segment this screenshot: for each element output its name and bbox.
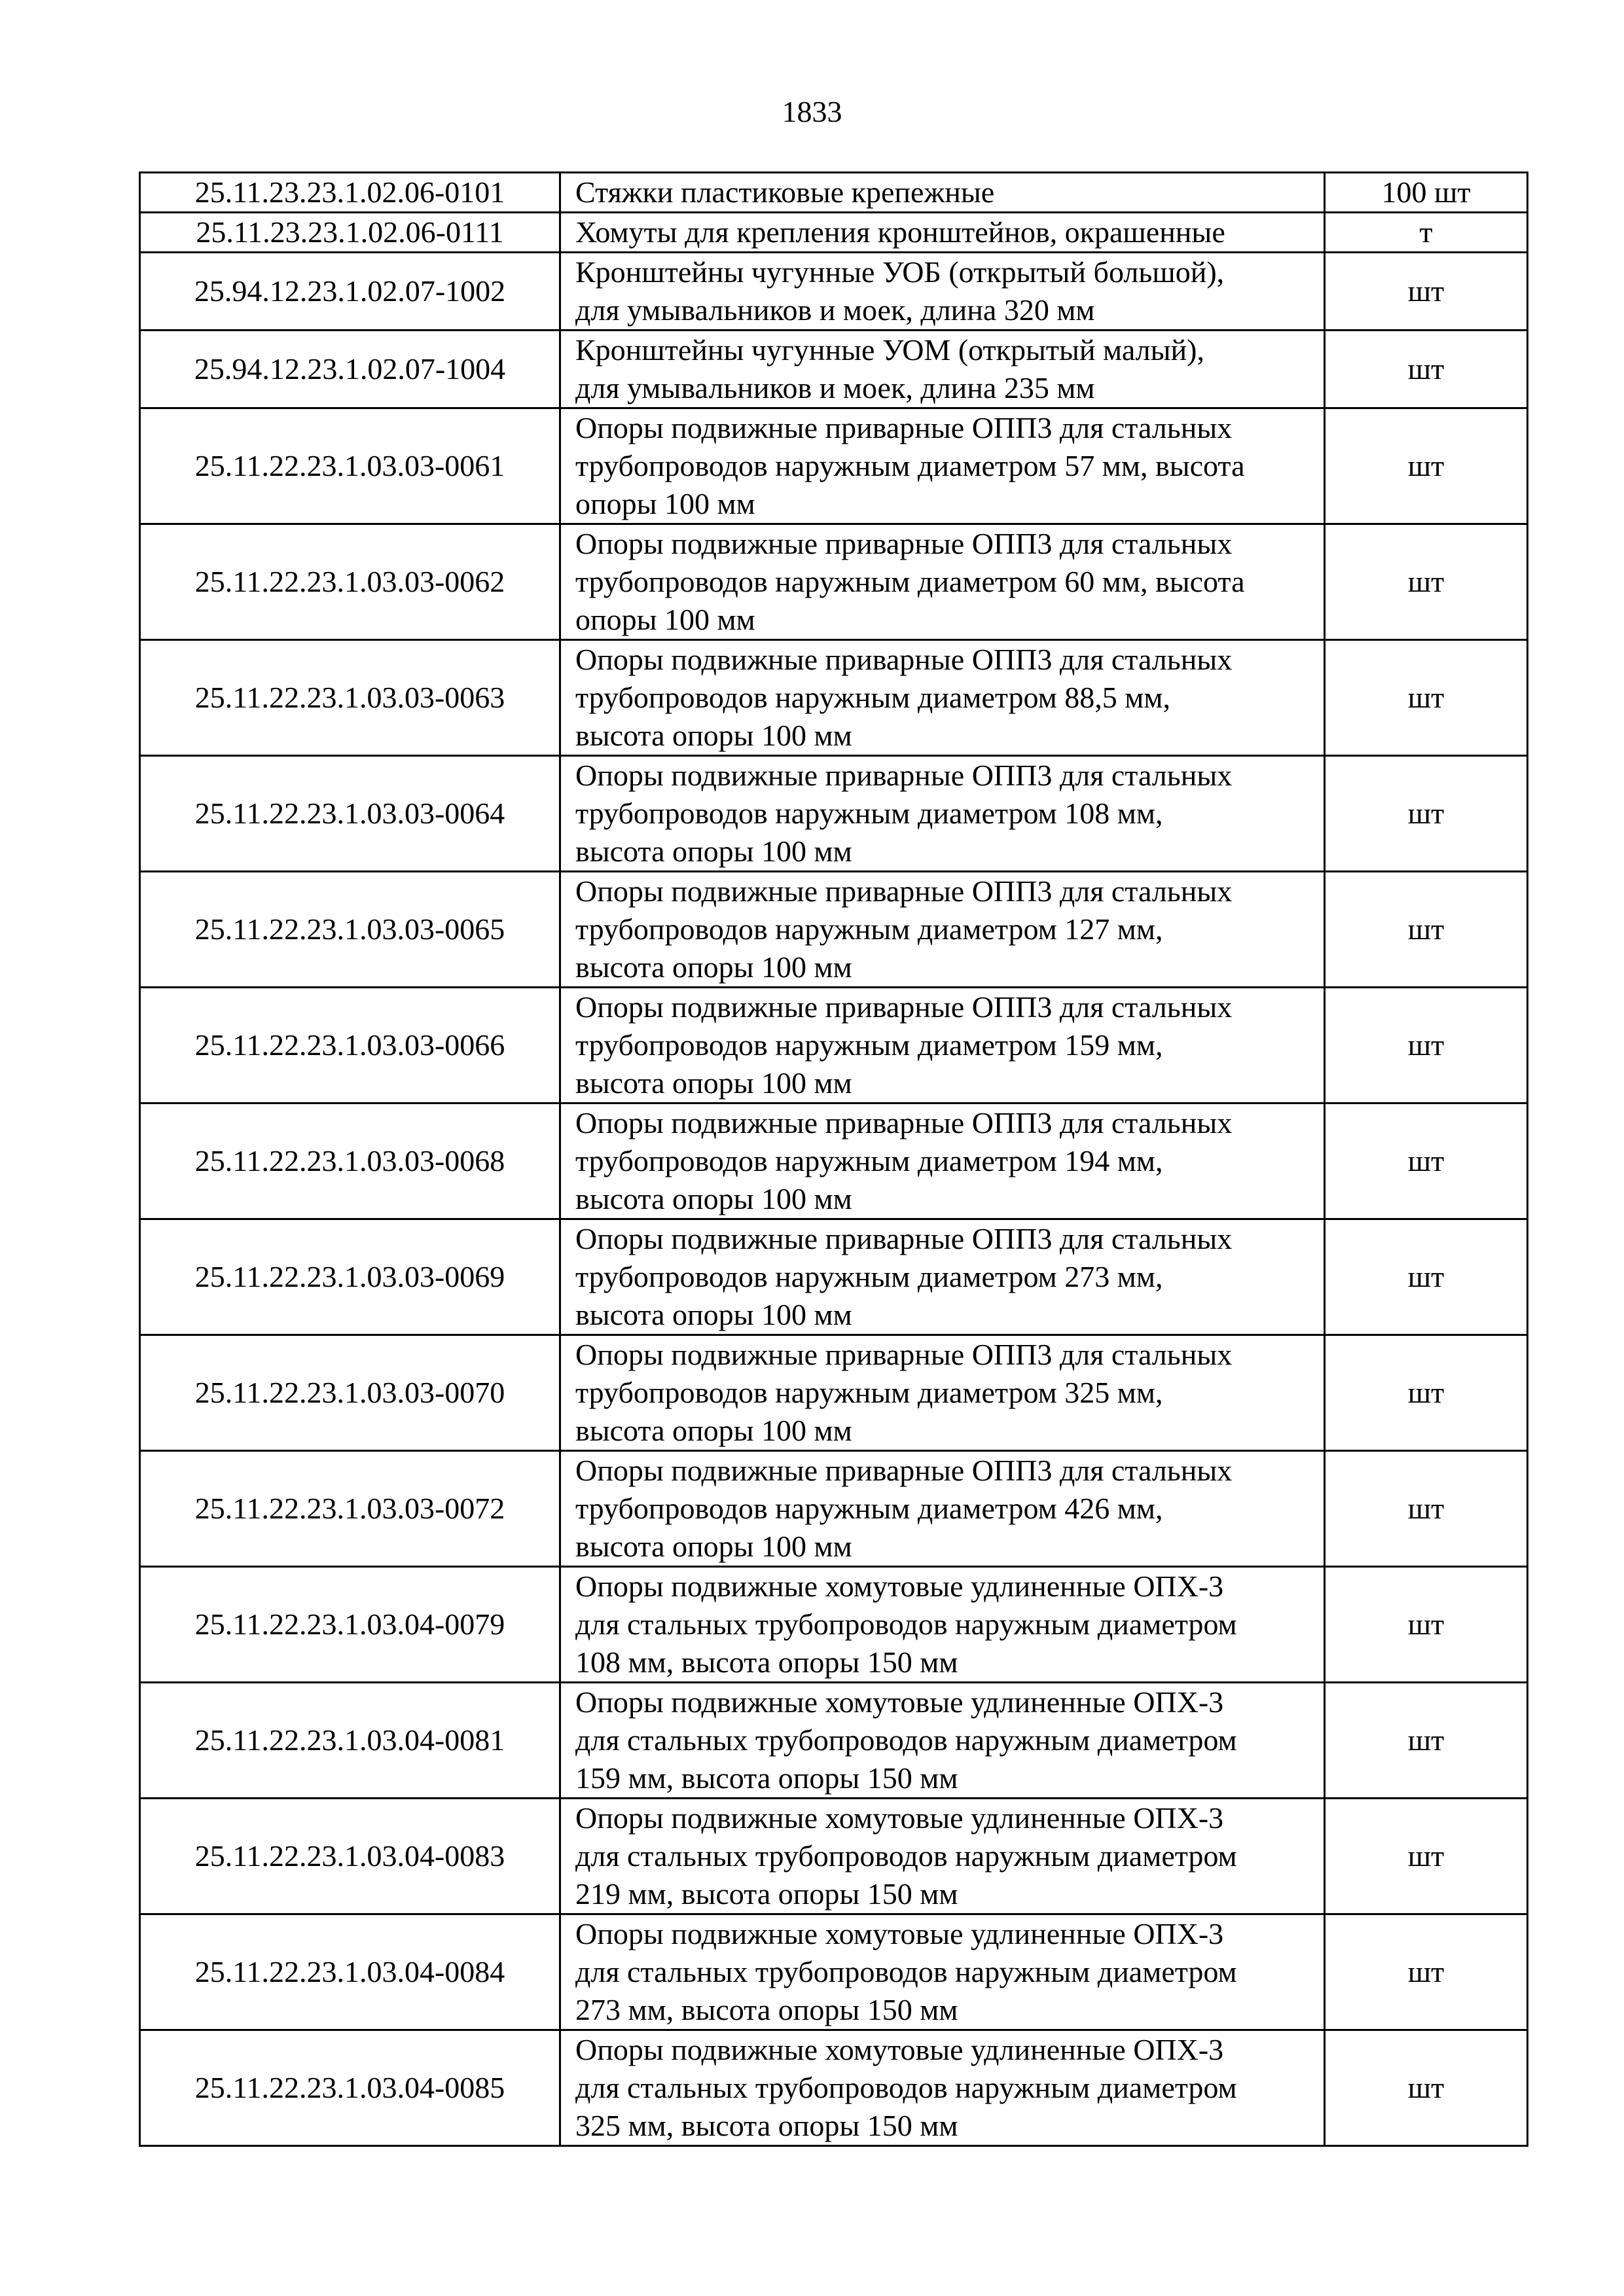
resource-code: 25.11.22.23.1.03.03-0066: [140, 988, 560, 1103]
resource-unit: 100 шт: [1325, 173, 1528, 213]
table-row: [140, 1335, 1528, 1451]
resource-unit: шт: [1325, 988, 1528, 1103]
table-row: [140, 173, 1528, 213]
table-row: [140, 2030, 1528, 2146]
resource-name-line: трубопроводов наружным диаметром 57 мм, высота: [575, 449, 1245, 482]
table-row: [140, 524, 1528, 640]
page-number: 1833: [782, 95, 842, 128]
resource-name: [560, 1799, 1325, 1914]
resource-name-line: для умывальников и моек, длина 235 мм: [575, 371, 1095, 404]
resource-name-line: высота опоры 100 мм: [575, 1414, 852, 1447]
resource-name-line: Опоры подвижные хомутовые удлиненные ОПХ-3: [575, 1570, 1224, 1603]
resource-unit: шт: [1325, 331, 1528, 408]
resource-unit: шт: [1325, 2030, 1528, 2146]
resource-unit: шт: [1325, 1683, 1528, 1799]
resource-name-line: 159 мм, высота опоры 150 мм: [575, 1761, 958, 1795]
table-row: [140, 1914, 1528, 2030]
table-row: [140, 872, 1528, 988]
resource-unit: шт: [1325, 408, 1528, 524]
resource-name-line: высота опоры 100 мм: [575, 1066, 852, 1100]
resource-code: 25.11.22.23.1.03.03-0062: [140, 524, 560, 640]
resource-unit: шт: [1325, 756, 1528, 872]
resource-code: 25.11.22.23.1.03.03-0070: [140, 1335, 560, 1451]
resource-unit: шт: [1325, 253, 1528, 331]
resource-name-line: высота опоры 100 мм: [575, 1530, 852, 1563]
resource-code: 25.11.22.23.1.03.04-0084: [140, 1914, 560, 2030]
resource-unit: шт: [1325, 1567, 1528, 1683]
resource-name-line: для стальных трубопроводов наружным диаметром: [575, 2071, 1237, 2104]
table-row: [140, 1799, 1528, 1914]
resource-code: 25.11.22.23.1.03.03-0069: [140, 1219, 560, 1335]
resource-code: 25.11.22.23.1.03.03-0072: [140, 1451, 560, 1567]
resource-name-line: Опоры подвижные хомутовые удлиненные ОПХ-3: [575, 1917, 1224, 1950]
resource-name-line: Опоры подвижные приварные ОПП3 для стальных: [575, 1106, 1233, 1139]
resource-code: 25.94.12.23.1.02.07-1004: [140, 331, 560, 408]
resource-name-line: Опоры подвижные приварные ОПП3 для стальных: [575, 527, 1233, 560]
resource-name-line: Опоры подвижные хомутовые удлиненные ОПХ-3: [575, 2033, 1224, 2066]
resource-name: [560, 331, 1325, 408]
resource-name: [560, 1914, 1325, 2030]
resource-name-line: Опоры подвижные приварные ОПП3 для стальных: [575, 643, 1233, 676]
table-row: [140, 1219, 1528, 1335]
resource-name: [560, 640, 1325, 756]
table-row: [140, 213, 1528, 253]
resource-name-line: высота опоры 100 мм: [575, 1298, 852, 1331]
resource-name-line: трубопроводов наружным диаметром 159 мм,: [575, 1028, 1163, 1062]
resource-name-line: 108 мм, высота опоры 150 мм: [575, 1645, 958, 1679]
resource-code: 25.11.22.23.1.03.04-0085: [140, 2030, 560, 2146]
resource-name-line: трубопроводов наружным диаметром 426 мм,: [575, 1492, 1163, 1525]
resource-code: 25.11.23.23.1.02.06-0111: [140, 213, 560, 253]
resource-name-line: 219 мм, высота опоры 150 мм: [575, 1877, 958, 1910]
table-row: [140, 253, 1528, 331]
resource-name-line: Опоры подвижные приварные ОПП3 для стальных: [575, 759, 1233, 792]
resource-table: [139, 171, 1528, 2147]
resource-unit: шт: [1325, 640, 1528, 756]
resource-name-line: опоры 100 мм: [575, 487, 755, 520]
resource-name-line: Хомуты для крепления кронштейнов, окрашенные: [575, 215, 1225, 249]
resource-name-line: Кронштейны чугунные УОМ (открытый малый),: [575, 333, 1204, 367]
resource-name: [560, 253, 1325, 331]
resource-name-line: трубопроводов наружным диаметром 127 мм,: [575, 912, 1163, 946]
table-row: [140, 988, 1528, 1103]
resource-name: [560, 173, 1325, 213]
resource-name: [560, 1335, 1325, 1451]
resource-name: [560, 988, 1325, 1103]
resource-code: 25.11.22.23.1.03.03-0068: [140, 1103, 560, 1219]
resource-name-line: Опоры подвижные приварные ОПП3 для стальных: [575, 990, 1233, 1024]
resource-unit: шт: [1325, 524, 1528, 640]
resource-name-line: 325 мм, высота опоры 150 мм: [575, 2109, 958, 2142]
resource-name: [560, 1567, 1325, 1683]
resource-name-line: для стальных трубопроводов наружным диаметром: [575, 1839, 1237, 1873]
resource-name-line: для стальных трубопроводов наружным диаметром: [575, 1607, 1237, 1641]
resource-unit: шт: [1325, 872, 1528, 988]
resource-name: [560, 408, 1325, 524]
resource-name: [560, 756, 1325, 872]
resource-name-line: высота опоры 100 мм: [575, 719, 852, 752]
resource-name-line: трубопроводов наружным диаметром 194 мм,: [575, 1144, 1163, 1177]
resource-name: [560, 1219, 1325, 1335]
table-row: [140, 1451, 1528, 1567]
resource-name: [560, 1451, 1325, 1567]
resource-name-line: для умывальников и моек, длина 320 мм: [575, 293, 1095, 327]
table-row: [140, 640, 1528, 756]
resource-name: [560, 524, 1325, 640]
resource-code: 25.11.22.23.1.03.04-0081: [140, 1683, 560, 1799]
resource-name: [560, 872, 1325, 988]
resource-code: 25.94.12.23.1.02.07-1002: [140, 253, 560, 331]
table-row: [140, 1567, 1528, 1683]
resource-unit: шт: [1325, 1335, 1528, 1451]
resource-name-line: высота опоры 100 мм: [575, 834, 852, 868]
resource-code: 25.11.22.23.1.03.03-0064: [140, 756, 560, 872]
resource-name-line: трубопроводов наружным диаметром 108 мм,: [575, 797, 1163, 830]
resource-code: 25.11.22.23.1.03.03-0065: [140, 872, 560, 988]
table-row: [140, 1683, 1528, 1799]
resource-name-line: Опоры подвижные приварные ОПП3 для стальных: [575, 1338, 1233, 1371]
resource-unit: т: [1325, 213, 1528, 253]
resource-unit: шт: [1325, 1799, 1528, 1914]
resource-name-line: высота опоры 100 мм: [575, 950, 852, 984]
resource-name-line: Опоры подвижные приварные ОПП3 для стальных: [575, 1222, 1233, 1255]
resource-name-line: Стяжки пластиковые крепежные: [575, 175, 995, 209]
resource-name-line: Опоры подвижные хомутовые удлиненные ОПХ-3: [575, 1801, 1224, 1835]
resource-name-line: Опоры подвижные приварные ОПП3 для стальных: [575, 1454, 1233, 1487]
resource-name-line: для стальных трубопроводов наружным диаметром: [575, 1955, 1237, 1988]
resource-name-line: Опоры подвижные приварные ОПП3 для стальных: [575, 874, 1233, 908]
resource-name-line: Опоры подвижные хомутовые удлиненные ОПХ-3: [575, 1685, 1224, 1719]
resource-name-line: высота опоры 100 мм: [575, 1182, 852, 1215]
resource-code: 25.11.23.23.1.02.06-0101: [140, 173, 560, 213]
resource-code: 25.11.22.23.1.03.03-0063: [140, 640, 560, 756]
resource-code: 25.11.22.23.1.03.04-0083: [140, 1799, 560, 1914]
resource-name: [560, 1103, 1325, 1219]
table-row: [140, 408, 1528, 524]
table-row: [140, 1103, 1528, 1219]
resource-name-line: Опоры подвижные приварные ОПП3 для стальных: [575, 411, 1233, 444]
resource-name-line: Кронштейны чугунные УОБ (открытый большой),: [575, 255, 1225, 289]
table-row: [140, 331, 1528, 408]
resource-code: 25.11.22.23.1.03.04-0079: [140, 1567, 560, 1683]
resource-name-line: для стальных трубопроводов наружным диаметром: [575, 1723, 1237, 1757]
resource-name-line: трубопроводов наружным диаметром 273 мм,: [575, 1260, 1163, 1293]
resource-name-line: трубопроводов наружным диаметром 60 мм, высота: [575, 565, 1245, 598]
table-row: [140, 756, 1528, 872]
resource-table-body: [140, 173, 1528, 2146]
resource-name-line: 273 мм, высота опоры 150 мм: [575, 1993, 958, 2026]
resource-name: [560, 1683, 1325, 1799]
resource-name-line: опоры 100 мм: [575, 603, 755, 636]
resource-unit: шт: [1325, 1219, 1528, 1335]
resource-unit: шт: [1325, 1103, 1528, 1219]
resource-name: [560, 2030, 1325, 2146]
resource-name-line: трубопроводов наружным диаметром 88,5 мм,: [575, 681, 1170, 714]
resource-unit: шт: [1325, 1451, 1528, 1567]
resource-name-line: трубопроводов наружным диаметром 325 мм,: [575, 1376, 1163, 1409]
resource-unit: шт: [1325, 1914, 1528, 2030]
resource-name: [560, 213, 1325, 253]
resource-code: 25.11.22.23.1.03.03-0061: [140, 408, 560, 524]
